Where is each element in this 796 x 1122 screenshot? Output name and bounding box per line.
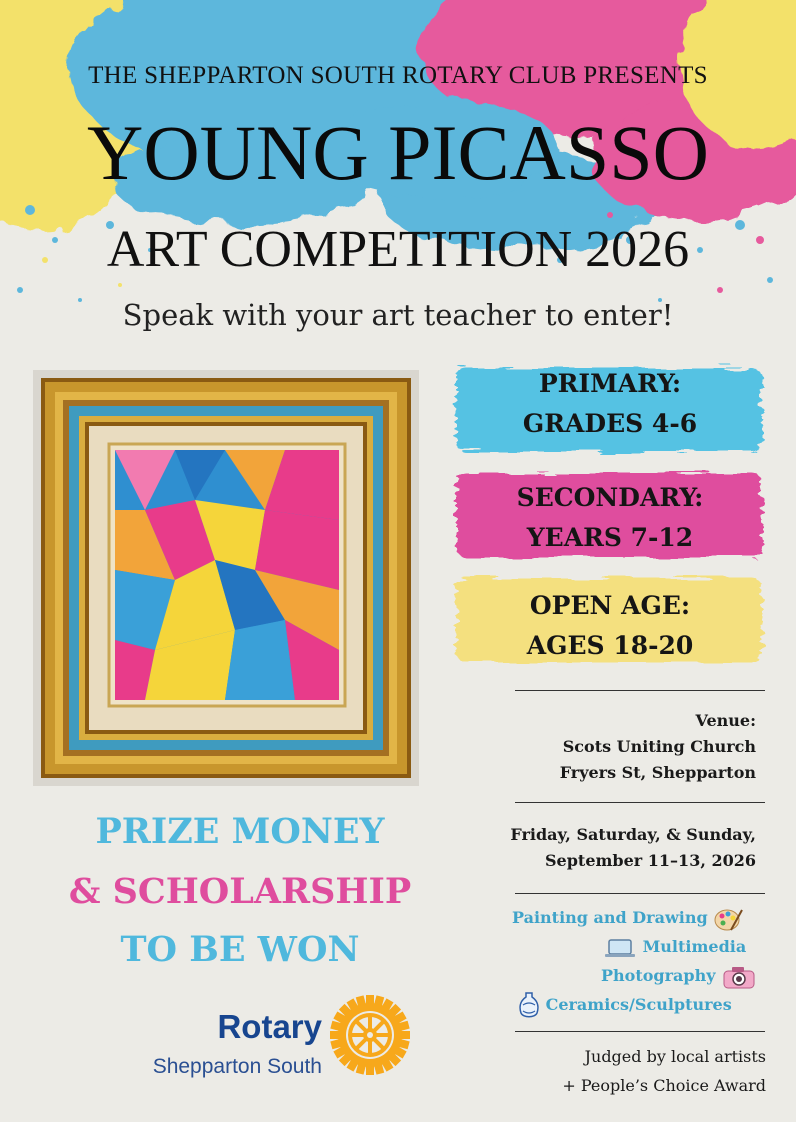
rotary-wheel-icon [329,994,411,1076]
prize-line-3: TO BE WON [120,929,360,970]
rotary-club-name: Shepparton South [152,1055,322,1078]
dates-range: September 11–13, 2026 [545,851,756,870]
art-category-label: Ceramics/Sculptures [545,995,732,1014]
divider [515,1031,765,1032]
vase-icon [518,991,540,1021]
art-category-multimedia [603,932,746,961]
category-secondary [450,478,770,558]
divider [515,893,765,894]
category-secondary-range: YEARS 7-12 [526,523,694,552]
art-category-photography [601,961,757,990]
page-title: YOUNG PICASSO [87,109,709,196]
art-category-label: Painting and Drawing [512,908,708,927]
category-open-age-range: AGES 18-20 [526,631,694,660]
dates-block [440,822,756,874]
divider [515,690,765,691]
category-primary [450,364,770,444]
category-open-age-title: OPEN AGE: [529,591,691,620]
category-secondary-title: SECONDARY: [516,483,704,512]
prize-line-2: & SCHOLARSHIP [68,871,412,912]
category-primary-range: GRADES 4-6 [522,409,698,438]
palette-icon [713,906,743,932]
art-category-ceramics [518,990,732,1021]
framed-painting-image [33,370,419,786]
category-open-age [450,586,770,666]
art-category-label: Photography [601,966,716,985]
rotary-logo-wordmark: Rotary [217,1008,322,1045]
venue-name: Scots Uniting Church [562,737,756,756]
entry-instruction: Speak with your art teacher to enter! [122,298,674,332]
page-subtitle: ART COMPETITION 2026 [106,221,690,278]
art-category-painting [512,903,743,932]
venue-address: Fryers St, Shepparton [559,763,756,782]
award-line: + People’s Choice Award [562,1076,766,1095]
presenter-line: THE SHEPPARTON SOUTH ROTARY CLUB PRESENTS [88,62,708,89]
divider [515,802,765,803]
venue-block [440,708,756,786]
judging-block [440,1042,766,1100]
prize-line-1: PRIZE MONEY [95,811,385,852]
laptop-icon [603,937,637,959]
judging-line: Judged by local artists [584,1047,766,1066]
camera-icon [721,964,757,990]
art-category-label: Multimedia [642,937,747,956]
category-primary-title: PRIMARY: [538,369,682,398]
venue-label: Venue: [695,711,756,730]
dates-days: Friday, Saturday, & Sunday, [510,825,756,844]
